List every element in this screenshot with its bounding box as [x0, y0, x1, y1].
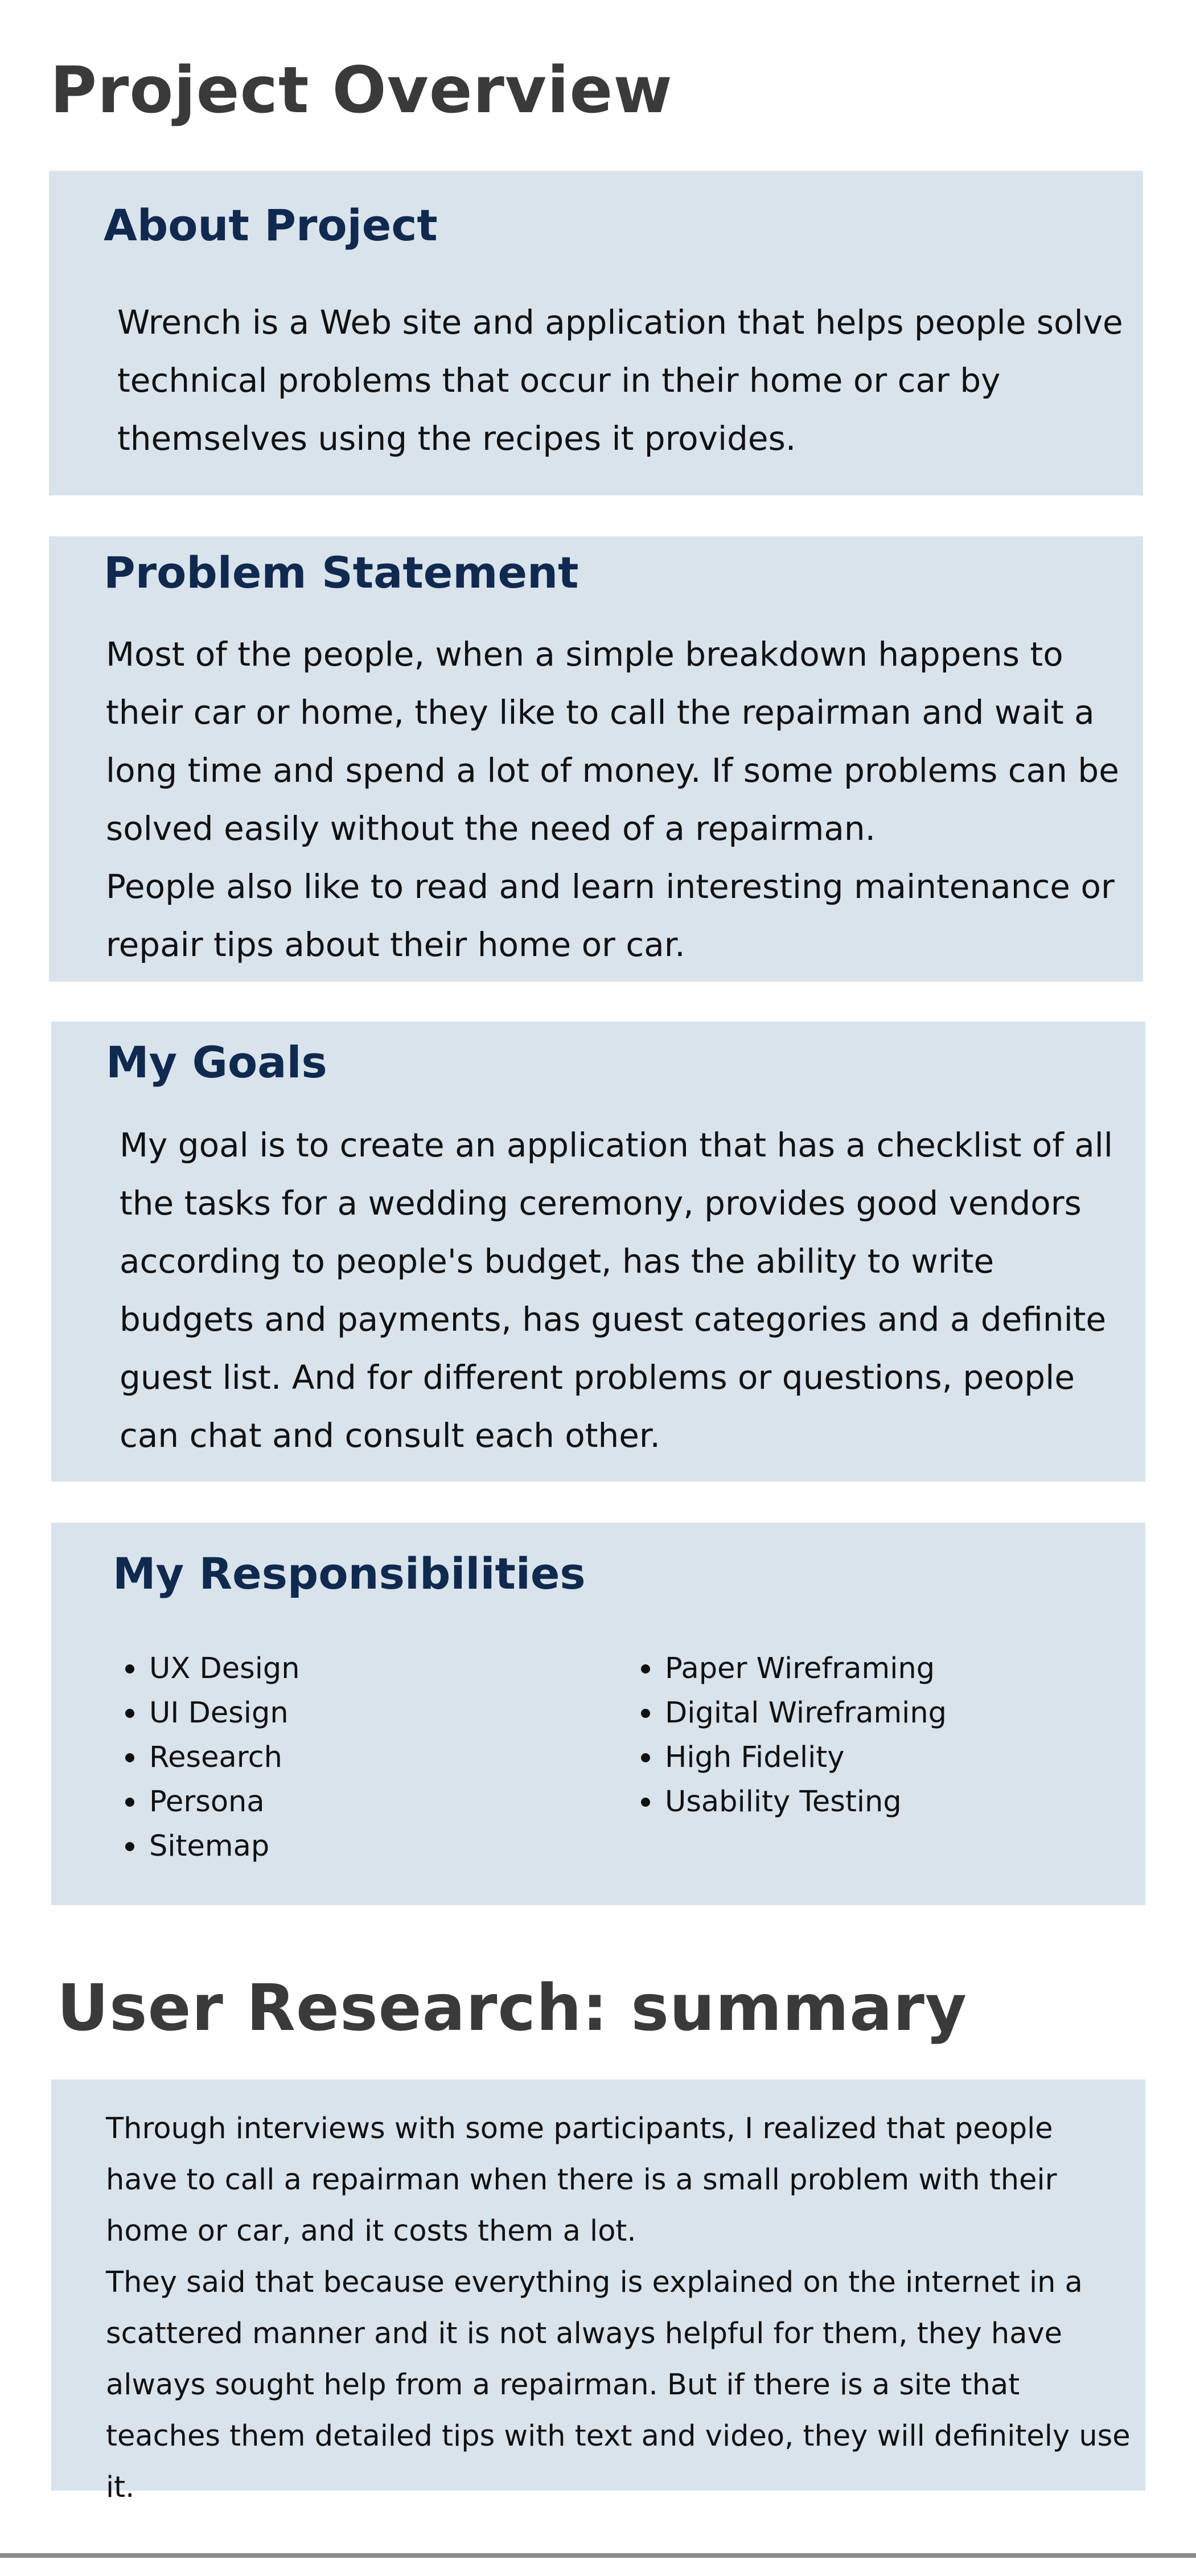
list-item: UI Design: [121, 1691, 300, 1736]
user-research-text: [106, 2103, 1131, 2513]
about-project-title: About Project: [104, 200, 438, 251]
problem-statement-paragraph: People also like to read and learn interesting maintenance or repair tips about their home or car.: [106, 867, 1115, 964]
user-research-paragraph: They said that because everything is explained on the internet in a scattered manner and it is not always helpful for them, they have always sought help from a repairman. But if there is a site that teaches them detailed tips with text and video, they will definitely use it.: [106, 2266, 1131, 2504]
problem-statement-card: [49, 536, 1143, 982]
problem-statement-paragraph: Most of the people, when a simple breakdown happens to their car or home, they like to call the repairman and wait a long time and spend a lot of money. If some problems can be solved easily without the need of a repairman.: [106, 635, 1119, 848]
responsibilities-list-right: [636, 1647, 947, 1824]
list-item: Usability Testing: [636, 1780, 947, 1824]
list-item: High Fidelity: [636, 1736, 947, 1780]
list-item: Research: [121, 1736, 300, 1780]
my-goals-card: [51, 1022, 1145, 1482]
about-project-text: [117, 293, 1125, 467]
list-item: Sitemap: [121, 1824, 300, 1869]
user-research-paragraph: Through interviews with some participants, I realized that people have to call a repairman when there is a small problem with their home or car, and it costs them a lot.: [106, 2112, 1057, 2248]
my-goals-paragraph: My goal is to create an application that has a checklist of all the tasks for a wedding ceremony, provides good vendors according to people's budget, has the ability to write budgets and payments, has guest categories and a definite guest list. And for different problems or questions, people can chat and consult each other.: [120, 1126, 1113, 1455]
page-title: Project Overview: [50, 54, 673, 128]
bottom-divider: [0, 2553, 1196, 2558]
user-research-title: User Research: summary: [57, 1971, 967, 2045]
list-item: Digital Wireframing: [636, 1691, 947, 1736]
problem-statement-title: Problem Statement: [104, 547, 579, 598]
list-item: Paper Wireframing: [636, 1647, 947, 1691]
about-project-card: [49, 171, 1143, 495]
about-project-paragraph: Wrench is a Web site and application that helps people solve technical problems that occur in their home or car by themselves using the recipes it provides.: [117, 303, 1123, 458]
list-item: UX Design: [121, 1647, 300, 1691]
list-item: Persona: [121, 1780, 300, 1824]
problem-statement-text: [106, 625, 1125, 974]
my-responsibilities-card: [51, 1523, 1145, 1905]
my-goals-title: My Goals: [106, 1037, 327, 1088]
responsibilities-list-left: [121, 1647, 300, 1869]
my-responsibilities-title: My Responsibilities: [113, 1548, 586, 1599]
user-research-card: [51, 2079, 1145, 2504]
my-goals-text: [120, 1116, 1133, 1465]
